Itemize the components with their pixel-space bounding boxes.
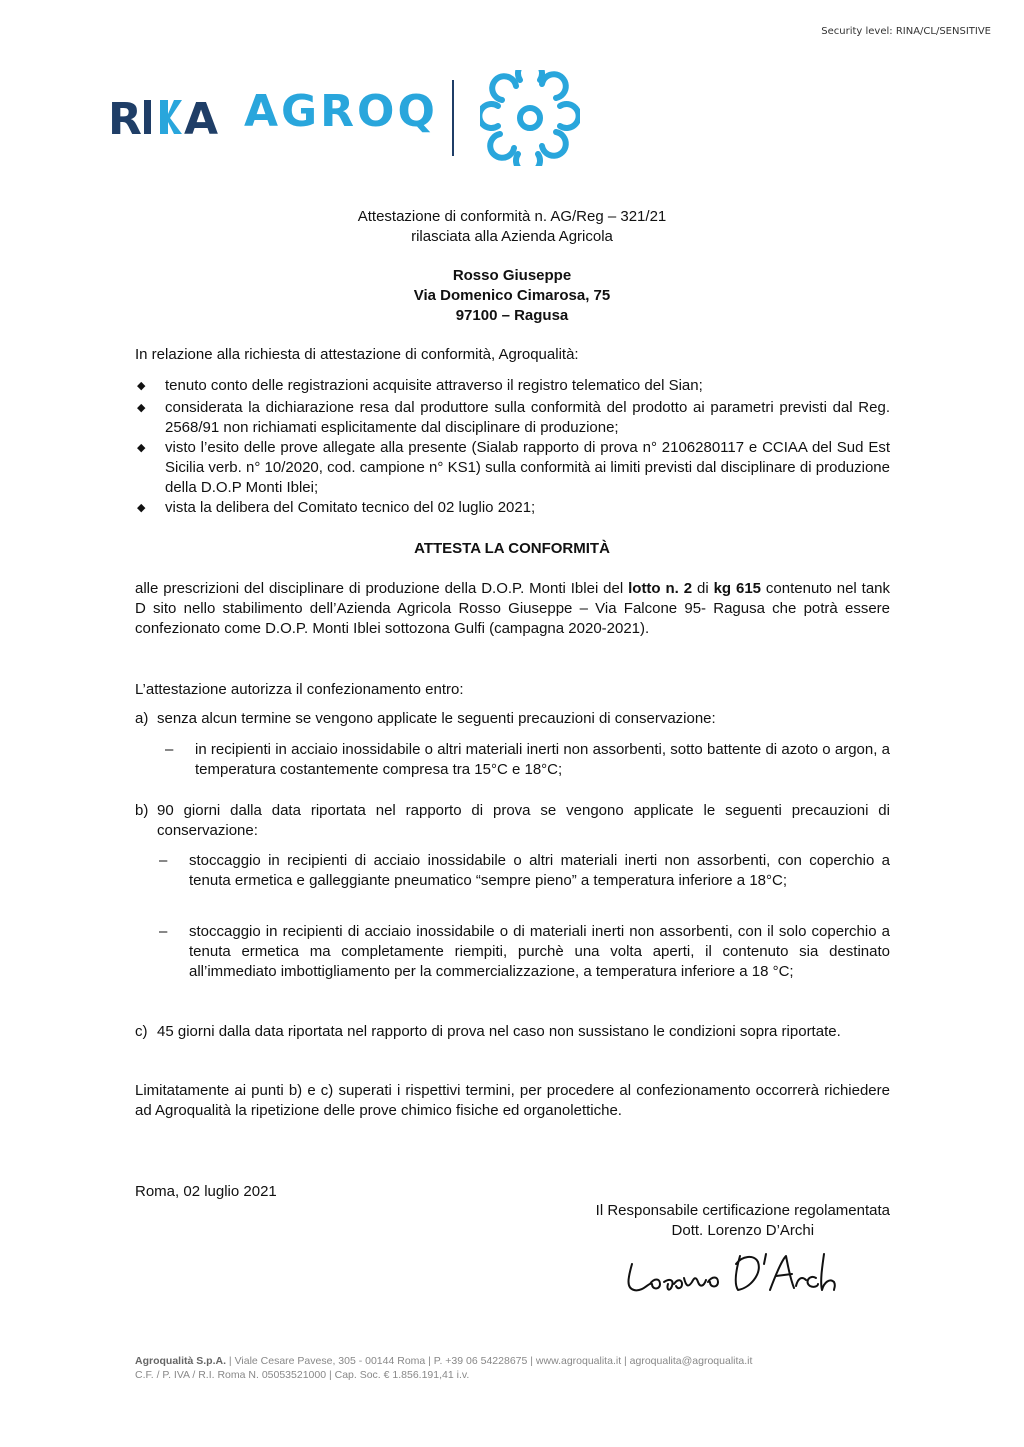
footer-contacts: | Viale Cesare Pavese, 305 - 00144 Roma | P. +39 06 54228675 | www.agroqualita.it | agroqualita@agroqualita.it xyxy=(226,1355,753,1367)
footer-company: Agroqualità S.p.A. xyxy=(135,1355,227,1367)
footer-line-2: C.F. / P. IVA / R.I. Roma N. 05053521000 | Cap. Soc. € 1.856.191,41 i.v. xyxy=(135,1369,470,1381)
attestation-subtitle: rilasciata alla Azienda Agricola xyxy=(411,228,613,245)
security-level-label: Security level: RINA/CL/SENSITIVE xyxy=(821,26,991,37)
sub-item xyxy=(159,851,890,891)
item-text: 90 giorni dalla data riportata nel rapporto di prova se vengono applicate le seguenti precauzioni di conservazione: xyxy=(157,802,890,839)
dash-bullet-icon: – xyxy=(165,741,174,758)
attestation-number: Attestazione di conformità n. AG/Reg – 321/21 xyxy=(357,208,667,225)
bullet-text: tenuto conto delle registrazioni acquisite attraverso il registro telematico del Sian; xyxy=(165,377,703,394)
item-label: b) xyxy=(135,802,149,819)
page-footer xyxy=(135,1354,752,1382)
body-text: alle prescrizioni del disciplinare di produzione della D.O.P. Monti Iblei del xyxy=(135,580,629,597)
logo-divider xyxy=(452,80,454,156)
bullet-item xyxy=(135,438,890,498)
sub-item-text: in recipienti in acciaio inossidabile o altri materiali inerti non assorbenti, sotto battente di azoto o argon, a temperatura costantemente compresa tra 15°C e 18°C; xyxy=(195,741,890,778)
bullet-diamond-icon: ◆ xyxy=(137,442,146,454)
bullet-diamond-icon: ◆ xyxy=(137,380,146,392)
item-b xyxy=(135,801,890,841)
recipient-name: Rosso Giuseppe xyxy=(452,267,572,284)
bullet-diamond-icon: ◆ xyxy=(137,402,146,414)
bullet-diamond-icon: ◆ xyxy=(137,502,146,514)
sub-item-text: stoccaggio in recipienti di acciaio inossidabile o di materiali inerti non assorbenti, con il solo coperchio a tenuta ermetica ma completamente riempiti, purchè una volta aperti, il contenuto sia destinato all’immediato imbottigliamento per la commercializzazione, a temperatura inferiore a 18 °C; xyxy=(189,923,890,980)
sub-item xyxy=(165,740,890,780)
item-label: a) xyxy=(135,710,149,727)
svg-text:A: A xyxy=(184,94,219,142)
rina-logo xyxy=(108,94,228,142)
body-text: di xyxy=(692,580,714,597)
item-label: c) xyxy=(135,1023,148,1040)
signatory-block xyxy=(596,1201,890,1241)
recipient-address: Via Domenico Cimarosa, 75 xyxy=(413,287,611,304)
kg-value: kg 615 xyxy=(713,580,762,597)
item-text: 45 giorni dalla data riportata nel rapporto di prova nel caso non sussistano le condizioni sopra riportate. xyxy=(157,1023,841,1040)
recipient-city: 97100 – Ragusa xyxy=(455,307,569,324)
signatory-role: Il Responsabile certificazione regolamentata xyxy=(595,1202,890,1219)
intro-paragraph: In relazione alla richiesta di attestazione di conformità, Agroqualità: xyxy=(135,346,579,363)
bullet-text: considerata la dichiarazione resa dal produttore sulla conformità del prodotto ai parametri previsti dal Reg. 2568/91 non richiamati esplicitamente dal disciplinare di produzione; xyxy=(165,399,890,436)
dash-bullet-icon: – xyxy=(159,923,168,940)
bullet-item xyxy=(135,376,890,396)
item-c xyxy=(135,1022,890,1042)
footer-line-1 xyxy=(135,1354,752,1368)
body-text: contenuto nel tank D sito nello stabilimento dell’Azienda Agricola Rosso Giuseppe – Via Falcone 95- Ragusa che potrà essere confezionato come D.O.P. Monti Iblei sottozona Gulfi (campagna 2020-2021). xyxy=(135,580,891,637)
bullet-text: visto l’esito delle prove allegate alla presente (Sialab rapporto di prova n° 2106280117 e CCIAA del Sud Est Sicilia verb. n° 10/2020, cod. campione n° KS1) sulla conformità ai limiti previsti dal disciplinare di produzione della D.O.P Monti Iblei; xyxy=(165,439,890,496)
handwritten-signature xyxy=(620,1248,840,1298)
bullet-item xyxy=(135,398,890,438)
bullet-item xyxy=(135,498,890,518)
lotto-value: lotto n. 2 xyxy=(628,580,693,597)
authorization-intro: L’attestazione autorizza il confezionamento entro: xyxy=(135,681,464,698)
sub-item xyxy=(159,922,890,982)
header-logos xyxy=(108,70,588,166)
limitation-paragraph: Limitatamente ai punti b) e c) superati i rispettivi termini, per procedere al confezionamento occorrerà richiedere ad Agroqualità la ripetizione delle prove chimico fisiche ed organolettiche. xyxy=(135,1082,890,1119)
body-paragraph xyxy=(135,579,890,639)
item-a xyxy=(135,709,890,729)
sub-item-text: stoccaggio in recipienti di acciaio inossidabile o altri materiali inerti non assorbenti, con coperchio a tenuta ermetica e galleggiante pneumatico “sempre pieno” a temperatura inferiore a 18°C; xyxy=(189,852,890,889)
agroqualita-emblem-icon xyxy=(480,70,580,166)
signatory-name: Dott. Lorenzo D’Archi xyxy=(671,1222,815,1239)
dash-bullet-icon: – xyxy=(159,852,168,869)
bullet-text: vista la delibera del Comitato tecnico del 02 luglio 2021; xyxy=(165,499,536,516)
attesta-heading: ATTESTA LA CONFORMITÀ xyxy=(414,540,610,557)
item-text: senza alcun termine se vengono applicate le seguenti precauzioni di conservazione: xyxy=(157,710,716,727)
date-place: Roma, 02 luglio 2021 xyxy=(135,1183,277,1200)
svg-text:R: R xyxy=(108,94,142,142)
agroq-logo-text: AGROQ xyxy=(244,86,438,137)
